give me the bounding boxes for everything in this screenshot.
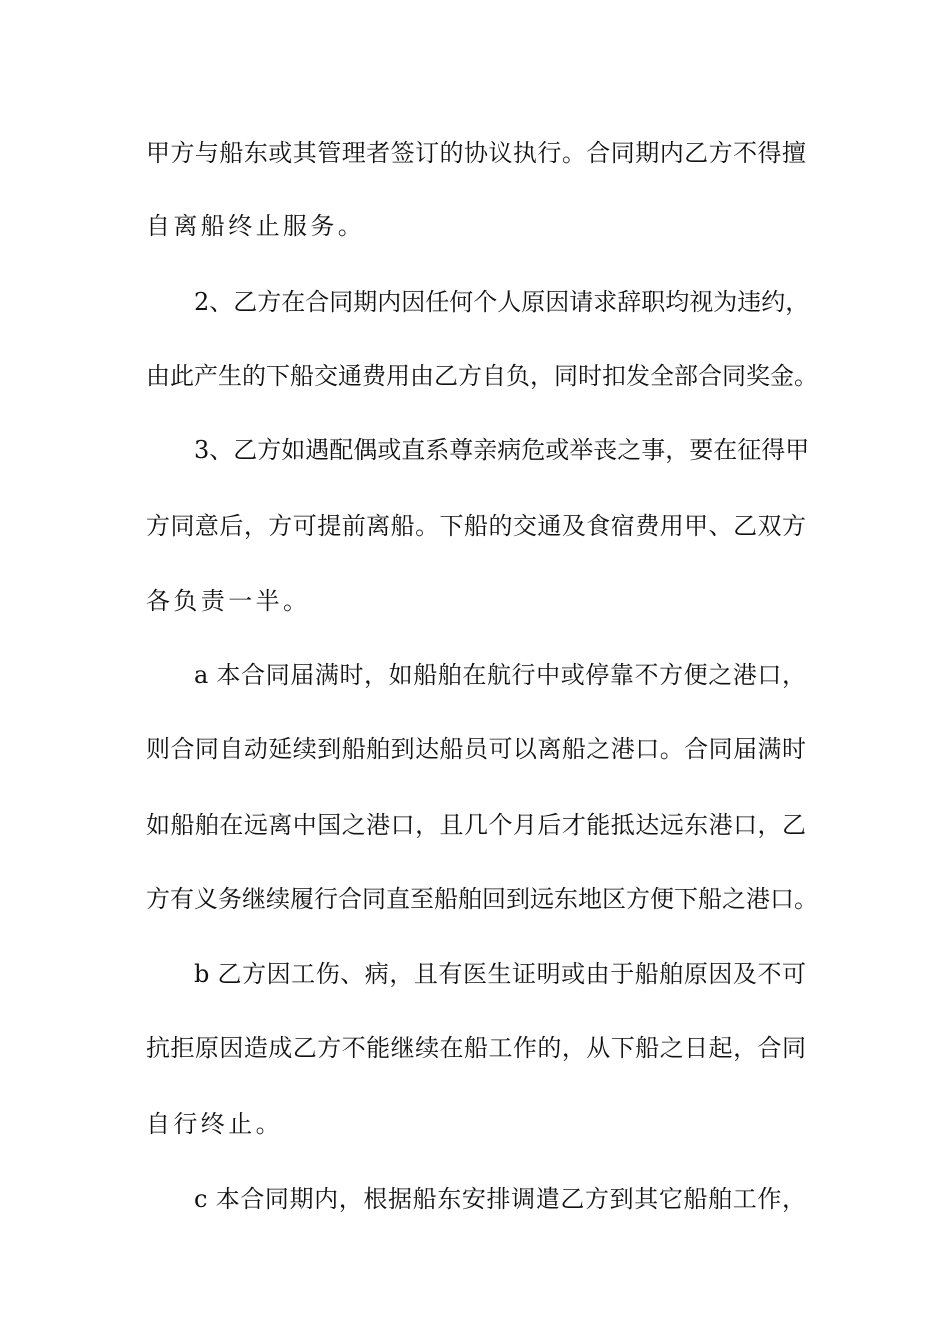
text-line-6: 方同意后，方可提前离船。下船的交通及食宿费用甲、乙双方 [146,512,806,540]
text-line-2: 自离船终止服务。 [146,212,366,240]
text-line-3: 2、乙方在合同期内因任何个人原因请求辞职均视为违约， [194,288,810,316]
text-line-1: 甲方与船东或其管理者签订的协议执行。合同期内乙方不得擅 [146,139,806,167]
text-line-11: 方有义务继续履行合同直至船舶回到远东地区方便下船之港口。 [146,885,818,913]
text-line-4: 由此产生的下船交通费用由乙方自负，同时扣发全部合同奖金。 [146,362,818,390]
text-line-7: 各负责一半。 [146,587,311,615]
text-line-5: 3、乙方如遇配偶或直系尊亲病危或举丧之事，要在征得甲 [194,436,810,464]
text-line-12: b 乙方因工伤、病，且有医生证明或由于船舶原因及不可 [194,960,806,988]
text-line-8: a 本合同届满时，如船舶在航行中或停靠不方便之港口， [194,661,806,689]
text-line-10: 如船舶在远离中国之港口，且几个月后才能抵达远东港口，乙 [146,811,806,839]
text-line-14: 自行终止。 [146,1110,283,1138]
text-line-9: 则合同自动延续到船舶到达船员可以离船之港口。合同届满时 [146,735,806,763]
text-line-13: 抗拒原因造成乙方不能继续在船工作的，从下船之日起，合同 [146,1034,806,1062]
text-line-15: c 本合同期内，根据船东安排调遣乙方到其它船舶工作， [194,1185,806,1213]
